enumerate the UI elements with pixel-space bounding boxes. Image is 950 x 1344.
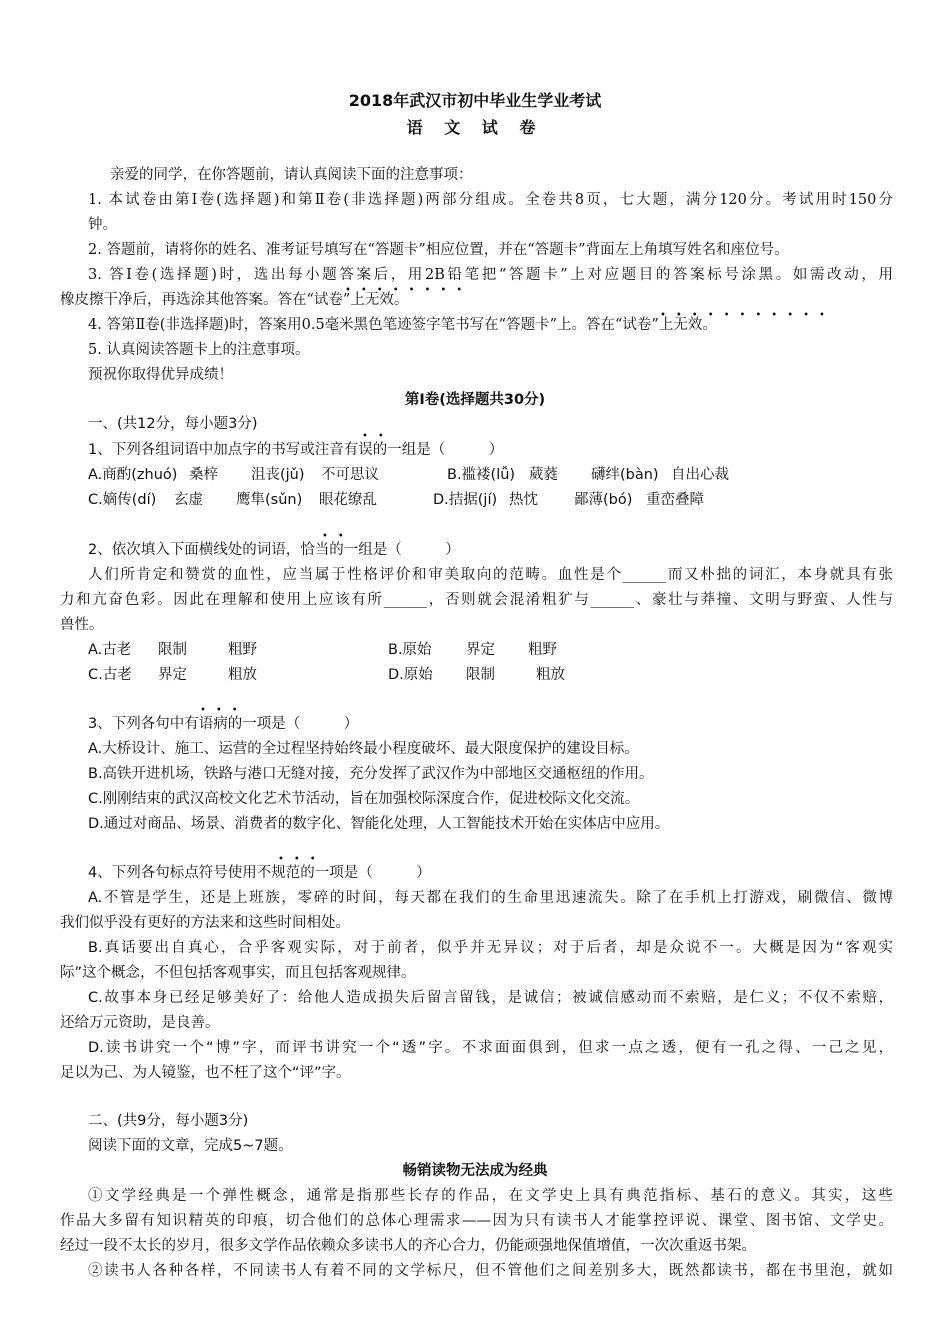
q2-b1: B.原始: [388, 642, 432, 658]
q2-body-line: 兽性。: [60, 617, 104, 633]
article-line: ①文学经典是一个弹性概念，通常是指那些长存的作品，在文学史上具有典范指标、基石的意义。其实，这些: [88, 1188, 893, 1204]
q1-options-cd: [88, 490, 893, 510]
q3-option: A.大桥设计、施工、运营的全过程坚持始终最小程度破坏、最大限度保护的建设目标。: [88, 741, 639, 757]
q2-d2: 限制: [466, 667, 495, 683]
q1-options-ab: [88, 465, 893, 485]
q1-a2: 桑梓: [189, 467, 218, 483]
emphasis-dots: •••: [278, 854, 326, 865]
q4-line: A.不管是学生，还是上班族，零碎的时间，每天都在我们的生命里迅速流失。除了在手机上打游戏，刷微信、微博: [88, 890, 893, 906]
part1-heading: 第Ⅰ卷(选择题共30分): [404, 392, 546, 408]
emphasis-dots: ••: [322, 531, 354, 542]
article-line: 作品大多留有知识精英的印痕，切合他们的总体心理需求——因为只有读书人才能掌控评说、课堂、图书馆、文学史。: [60, 1213, 893, 1229]
article-title: 畅销读物无法成为经典: [402, 1163, 548, 1179]
notice-intro: 亲爱的同学，在你答题前，请认真阅读下面的注意事项：: [110, 167, 473, 183]
q2-body-line: 人们所肯定和赞赏的血性，应当属于性格评价和审美取向的范畴。血性是个______而又朴拙的词汇，本身就具有张: [88, 567, 893, 583]
section1-heading: 一、(共12分，每小题3分): [88, 416, 258, 432]
q1-a1: A.商酌(zhuó): [88, 467, 178, 483]
q2-a3: 粗野: [228, 642, 257, 658]
q3-stem: 3、下列各句中有语病的一项是（ ）: [88, 716, 359, 732]
section2-intro: 阅读下面的文章，完成5~7题。: [88, 1138, 293, 1154]
q3-option: B.高铁开进机场，铁路与港口无缝对接，充分发挥了武汉作为中部地区交通枢纽的作用。: [88, 766, 654, 782]
q2-c1: C.古老: [88, 667, 132, 683]
q2-stem: 2、依次填入下面横线处的词语，恰当的一组是（ ）: [88, 542, 460, 558]
exam-title: 2018年武汉市初中毕业生学业考试: [348, 91, 602, 110]
q1-b1: B.褴褛(lǚ): [447, 467, 516, 483]
q2-options-cd: [88, 665, 893, 685]
q1-a3: 沮丧(jǔ): [251, 467, 305, 483]
q3-option: D.通过对商品、场景、消费者的数字化、智能化处理，人工智能技术开始在实体店中应用。: [88, 816, 670, 832]
q3-option: C.刚刚结束的武汉高校文化艺术节活动，旨在加强校际深度合作，促进校际文化交流。: [88, 791, 640, 807]
notice-line: 1. 本试卷由第Ⅰ卷(选择题)和第Ⅱ卷(非选择题)两部分组成。全卷共8页，七大题，满分120分。考试用时150分: [88, 192, 893, 208]
notice-line: 4. 答第Ⅱ卷(非选择题)时，答案用0.5毫米黑色笔迹签字笔书写在“答题卡”上。答在“试卷”上无效。: [88, 317, 717, 333]
q1-c2: 玄虚: [174, 492, 203, 508]
q2-options-ab: [88, 640, 893, 660]
q1-stem: 1、下列各组词语中加点字的书写或注音有误的一组是（ ）: [88, 442, 504, 458]
q1-d3: 鄙薄(bó): [574, 492, 633, 508]
q4-line: D.读书讲究一个“博”字，而评书讲究一个“透”字。不求面面俱到，但求一点之透，便有一孔之得、一己之见，: [88, 1040, 893, 1056]
emphasis-dots: ••••••••: [345, 285, 473, 296]
emphasis-dots: •••: [200, 705, 248, 716]
q4-line: C.故事本身已经足够美好了：给他人造成损失后留言留钱，是诚信；被诚信感动而不索赔，是仁义；不仅不索赔，: [88, 990, 893, 1006]
q4-stem: 4、下列各句标点符号使用不规范的一项是（ ）: [88, 865, 431, 881]
q4-line: B.真话要出自真心，合乎客观实际，对于前者，似乎并无异议；对于后者，却是众说不一。大概是因为“客观实: [88, 940, 893, 956]
q4-line: 我们似乎没有更好的方法来和这些时间相处。: [60, 915, 350, 931]
emphasis-dots: ••: [362, 431, 394, 442]
article-line: ②读书人各种各样，不同读书人有着不同的文学标尺，但不管他们之间差别多大，既然都读书，都在书里泡，就如: [88, 1263, 893, 1279]
q4-line: 际”这个概念，不但包括客观事实，而且包括客观规律。: [60, 965, 416, 981]
notice-line: 2. 答题前，请将你的姓名、准考证号填写在“答题卡”相应位置，并在“答题卡”背面左上角填写姓名和座位号。: [88, 242, 789, 258]
q1-a4: 不可思议: [321, 467, 379, 483]
article-line: 经过一段不太长的岁月，很多文学作品依赖众多读书人的齐心合力，仍能顽强地保值增值，一次次重返书架。: [60, 1238, 756, 1254]
q4-line: 还给万元资助，是良善。: [60, 1015, 220, 1031]
q2-body-line: 力和亢奋色彩。因此在理解和使用上应该有所______，否则就会混淆粗犷与______、豪壮与莽撞、文明与野蛮、人性与: [60, 592, 893, 608]
q1-b4: 自出心裁: [671, 467, 729, 483]
q1-d2: 热忱: [509, 492, 538, 508]
section2-heading: 二、(共9分，每小题3分): [88, 1113, 249, 1129]
q1-b2: 葳蕤: [529, 467, 558, 483]
notice-line: 3. 答Ⅰ卷(选择题)时，选出每小题答案后，用2B铅笔把“答题卡”上对应题目的答案标号涂黑。如需改动，用: [88, 267, 893, 283]
q1-c4: 眼花缭乱: [319, 492, 377, 508]
q2-c3: 粗放: [228, 667, 257, 683]
q2-a1: A.古老: [88, 642, 132, 658]
q4-line: 足以为己、为人镜鉴，也不枉了这个“评”字。: [60, 1065, 351, 1081]
notice-line: 5. 认真阅读答题卡上的注意事项。: [88, 342, 310, 358]
q2-d1: D.原始: [388, 667, 433, 683]
notice-line: 橡皮擦干净后，再选涂其他答案。答在“试卷”上无效。: [60, 292, 409, 308]
q1-c1: C.嫡传(dí): [88, 492, 157, 508]
exam-subtitle: 语 文 试 卷: [406, 118, 544, 137]
q1-d1: D.拮据(jí): [433, 492, 498, 508]
q2-d3: 粗放: [536, 667, 565, 683]
emphasis-dots: •••••••••••: [660, 310, 835, 321]
notice-line: 预祝你取得优异成绩！: [88, 367, 233, 383]
q1-b3: 礴绊(bàn): [591, 467, 659, 483]
q1-c3: 鹰隼(sǔn): [236, 492, 303, 508]
notice-line: 钟。: [88, 217, 117, 233]
q2-b3: 粗野: [528, 642, 557, 658]
q2-a2: 限制: [158, 642, 187, 658]
q2-b2: 界定: [466, 642, 495, 658]
q1-d4: 重峦叠障: [646, 492, 704, 508]
q2-c2: 界定: [158, 667, 187, 683]
